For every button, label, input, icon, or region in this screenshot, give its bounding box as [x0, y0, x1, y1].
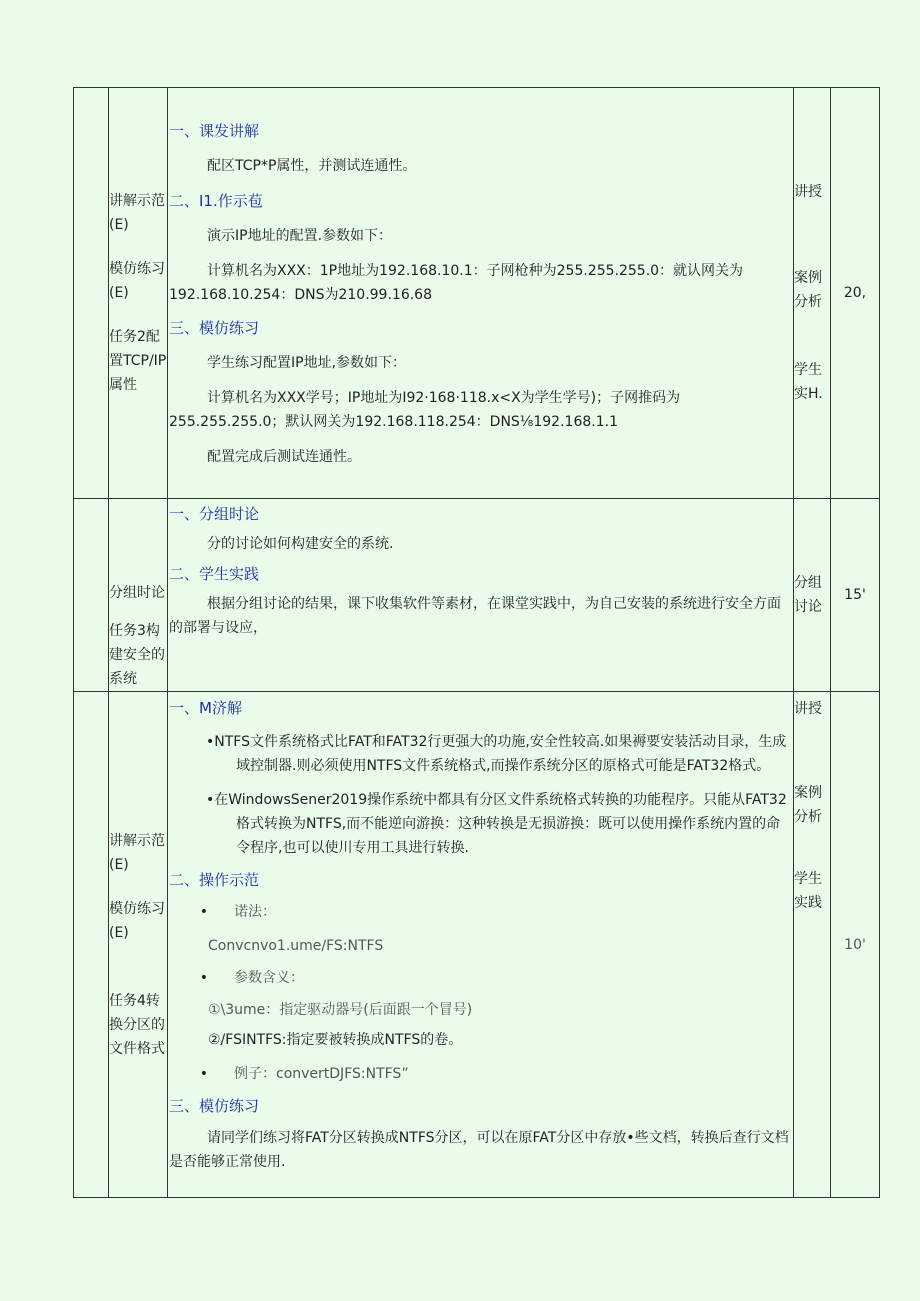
- blank-cell: [74, 499, 109, 692]
- method-cell: [794, 499, 831, 692]
- paragraph: 学生练习配置IP地址,参数如下：: [207, 354, 407, 371]
- method-label: 案例分析: [794, 270, 822, 310]
- lesson-plan-table: [73, 87, 880, 1198]
- side-label: 模仿练习(E): [109, 900, 165, 941]
- method-label: 案例分析: [794, 785, 822, 825]
- method-cell: [794, 692, 831, 1198]
- method-label: 分组讨论: [794, 575, 822, 615]
- method-label: 学生实践: [794, 871, 822, 911]
- side-label: 模仿练习(E): [109, 261, 165, 301]
- paragraph: 计算机名为XXX学号；IP地址为I92·168·118.x<X为学生学号)；子网推码为255.255.255.0；默认网关为192.168.118.254：DNS⅛192.168.1.1: [169, 389, 681, 430]
- list-item: • 诺法：: [168, 900, 793, 924]
- section-heading: 二、操作示范: [169, 871, 260, 889]
- table-row: [74, 692, 880, 1198]
- method-label: 讲授: [794, 701, 822, 717]
- section-heading: 一、M济解: [169, 699, 242, 717]
- side-label: 任务2配置TCP/IP属性: [109, 329, 167, 393]
- paragraph: 计算机名为XXX：1P地址为192.168.10.1：子网枪种为255.255.255.0：就认网关为192.168.10.254：DNS为210.99.16.68: [169, 262, 744, 303]
- time-cell: 10': [831, 692, 880, 1198]
- content-cell: [168, 692, 794, 1198]
- side-label: 分组时论: [109, 585, 165, 601]
- section-heading: 二、学生实践: [169, 565, 260, 583]
- time-cell: 20,: [831, 88, 880, 499]
- bullet-icon: •: [199, 970, 208, 986]
- activity-cell: [109, 88, 168, 499]
- param-item: ①\3ume：指定驱动器号(后面跟一个冒号): [208, 1002, 473, 1018]
- side-label: 任务3构建安全的系统: [109, 623, 165, 687]
- content-cell: [168, 88, 794, 499]
- blank-cell: [74, 692, 109, 1198]
- paragraph: 分的讨论如何构建安全的系统.: [207, 536, 394, 552]
- time-cell: 15': [831, 499, 880, 692]
- side-label: 讲解示范(E): [109, 193, 165, 233]
- method-label: 学生实H.: [794, 362, 823, 402]
- bullet-icon: •: [199, 1066, 208, 1082]
- bullet-icon: •: [199, 904, 208, 920]
- paragraph: 根据分组讨论的结果，课下收集软件等素材，在课堂实践中，为自己安装的系统进行安全方面的部署与设应，: [169, 596, 781, 636]
- paragraph: 配区TCP*P属性，并测试连通性。: [207, 157, 417, 174]
- section-heading: 三、模仿练习: [169, 318, 260, 337]
- section-heading: 三、模仿练习: [169, 1097, 260, 1115]
- table-row: [74, 499, 880, 692]
- paragraph: 请同学们练习将FAT分区转换成NTFS分区，可以在原FAT分区中存放•些文档，转换后查行文档是否能够正常使用.: [169, 1130, 789, 1170]
- section-heading: 一、分组时论: [169, 505, 260, 523]
- side-label: 任务4转换分区的文件格式: [109, 992, 165, 1057]
- section-heading: 一、课发讲解: [169, 121, 260, 140]
- paragraph: 配置完成后测试连通性。: [207, 448, 361, 465]
- side-label: 讲解示范(E): [109, 832, 165, 873]
- content-cell: [168, 499, 794, 692]
- bullet-paragraph: •在WindowsSener2019操作系统中都具有分区文件系统格式转换的功能程序。只能从FAT32格式转换为NTFS,而不能逆向游换：这种转换是无损游换：既可以使用操作系统内置的命令程序,也可以使川专用工具进行转换.: [206, 792, 787, 856]
- bullet-paragraph: •NTFS文件系统格式比FAT和FAT32行更强大的功施,安全性较高.如果褥要安装活动目录，生成域控制器.则必须使用NTFS文件系统格式,而操作系统分区的原格式可能是FAT32格式。: [206, 734, 787, 774]
- activity-cell: [109, 499, 168, 692]
- list-item: • 例子：convertDJFS:NTFS”: [168, 1062, 793, 1086]
- table-row: [74, 88, 880, 499]
- method-label: 讲授: [794, 184, 822, 200]
- list-item: • 参数含义：: [168, 966, 793, 990]
- param-item: ②/FSINTFS:指定要被转换成NTFS的卷。: [208, 1032, 463, 1048]
- blank-cell: [74, 88, 109, 499]
- command-text: Convcnvo1.ume∕FS:NTFS: [208, 938, 384, 954]
- activity-cell: [109, 692, 168, 1198]
- paragraph: 演示IP地址的配置.参数如下：: [207, 227, 393, 244]
- method-cell: [794, 88, 831, 499]
- section-heading: 二、I1.作示苞: [169, 191, 263, 210]
